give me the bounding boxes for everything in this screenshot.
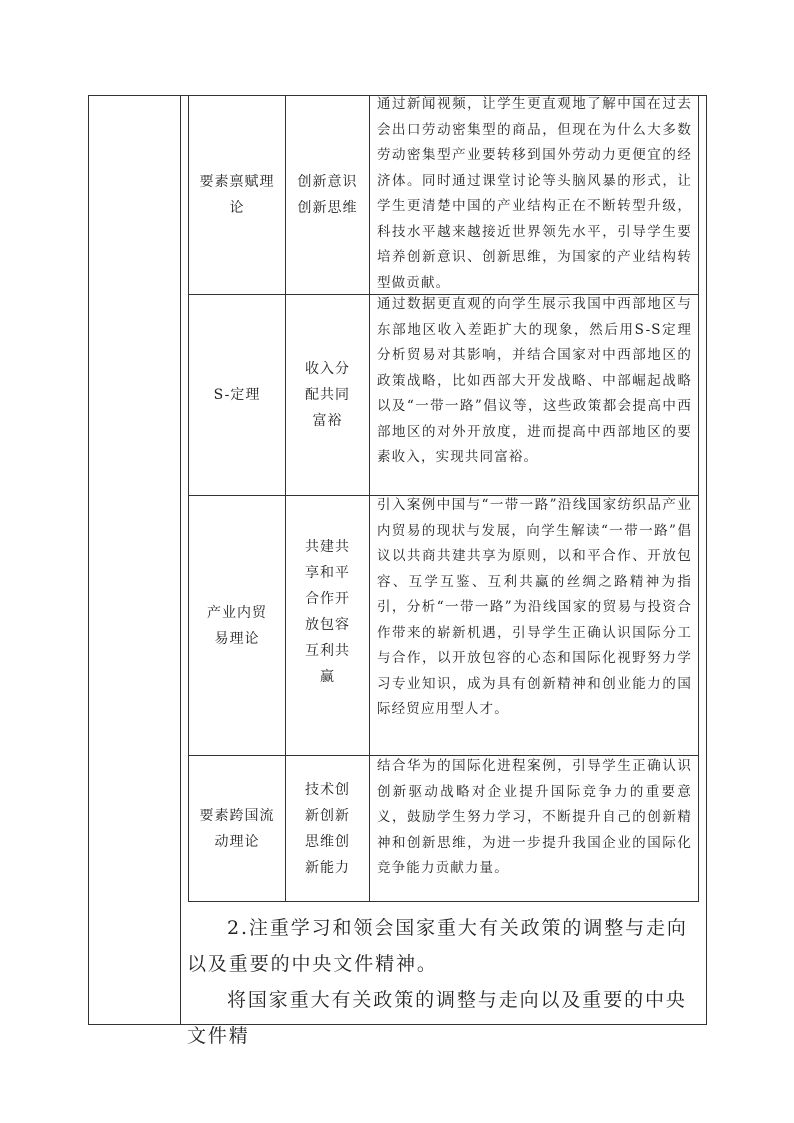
theory-name: 要素跨国流动理论: [199, 807, 275, 850]
row-description: 通过新闻视频，让学生更直观地了解中国在过去会出口劳动密集型的商品，但现在为什么大多数劳动密集型产业要转移到国外劳动力更便宜的经济体。同时通过课堂讨论等头脑风暴的形式，让学生更清楚中国的产业结构正在不断转型升级，科技水平越来越接近世界领先水平，引导学生要培养创新意识、创新思维，为国家的产业结构转型做贡献。: [377, 96, 692, 291]
table-left-border: [88, 95, 89, 1025]
row-description: 结合华为的国际化进程案例，引导学生正确认识创新驱动战略对企业提升国际竞争力的重要意义，鼓励学生努力学习，不断提升自己的创新精神和创新思维，为进一步提升我国企业的国际化竞争能力贡献力量。: [377, 758, 692, 876]
row-description: 通过数据更直观的向学生展示我国中西部地区与东部地区收入差距扩大的现象，然后用S-S定理分析贸易对其影响，并结合国家对中西部地区的政策战略，比如西部大开发战略、中部崛起战略以及“一带一路”倡议等，这些政策都会提高中西部地区的对外开放度，进而提高中西部地区的要素收入，实现共同富裕。: [377, 296, 692, 465]
ideological-values: 技术创新创新思维创新能力: [305, 781, 350, 876]
values-cell: [286, 295, 369, 495]
theory-cell: [189, 295, 285, 495]
ideological-values: 共建共享和平合作开放包容互利共赢: [305, 539, 350, 685]
theory-cell: [189, 96, 285, 294]
inner-table-col2-divider: [369, 95, 370, 902]
row-description: 引入案例中国与“一带一路”沿线国家纺织品产业内贸易的现状与发展，向学生解读“一带一路”倡议以共商共建共享为原则，以和平合作、开放包容、互学互鉴、互利共赢的丝绸之路精神为指引，分析“一带一路”为沿线国家的贸易与投资合作带来的崭新机遇，引导学生正确认识国际分工与合作，以开放包容的心态和国际化视野努力学习专业知识，成为具有创新精神和创业能力的国际经贸应用型人才。: [377, 497, 692, 717]
outer-column-divider: [180, 95, 181, 1025]
table-right-border: [706, 95, 707, 1025]
section-heading: 2.注重学习和领会国家重大有关政策的调整与走向以及重要的中央文件精神。: [187, 917, 688, 975]
body-paragraph: 将国家重大有关政策的调整与走向以及重要的中央文件精: [187, 989, 687, 1047]
values-cell: [286, 96, 369, 294]
theory-name: S-定理: [213, 387, 261, 403]
ideological-values: 收入分配共同富裕: [305, 361, 350, 429]
theory-cell: [189, 756, 285, 901]
inner-table-right: [698, 95, 699, 902]
values-cell: [286, 756, 369, 901]
ideological-values: 创新意识创新思维: [297, 174, 358, 216]
theory-cell: [189, 496, 285, 755]
values-cell: [286, 496, 369, 755]
theory-name: 要素禀赋理论: [199, 174, 275, 216]
inner-table-bottom: [188, 901, 699, 902]
theory-name: 产业内贸易理论: [207, 604, 267, 647]
